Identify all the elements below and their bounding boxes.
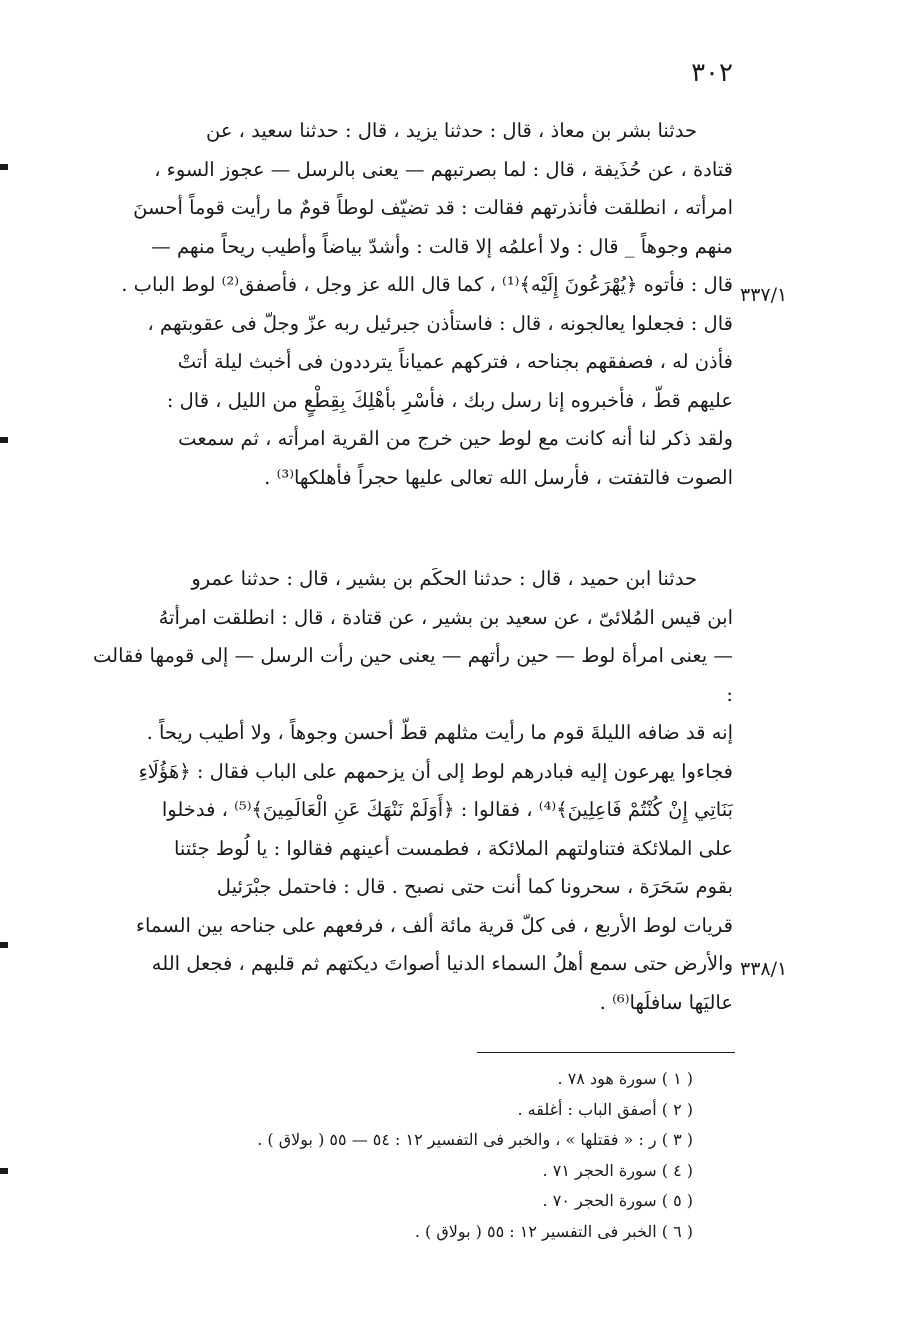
text-line: والأرض حتى سمع أهلُ السماء الدنيا أصواتَ ديكتهم ثم قلبهم ، فجعل الله [151, 952, 733, 975]
text-line: قتادة ، عن حُذَيفة ، قال : لما بصرتبهم — يعنى بالرسل — عجوز السوء ، [154, 157, 733, 181]
text-line: — يعنى امرأة لوط — حين رأتهم — يعنى حين رأت الرسل — إلى قومها فقالت : [93, 644, 733, 706]
margin-reference-1: ٣٣٧/١ [740, 284, 788, 306]
text-line: فأذن له ، فصفقهم بجناحه ، فتركهم عمياناً يترددون فى أخبث ليلة أتتْ [177, 350, 733, 373]
text-line: على الملائكة فتناولتهم الملائكة ، فطمست أعينهم فقالوا : يا لُوط جئتنا [173, 836, 733, 860]
edge-mark [0, 942, 8, 948]
page-number: ٣٠٢ [691, 58, 733, 88]
text-line: ولقد ذكر لنا أنه كانت مع لوط حين خرج من القرية امرأته ، ثم سمعت [178, 427, 733, 450]
text-line: عليهم قطّ ، فأخبروه إنا رسل ربك ، فأسْرِ بأهْلِكَ بِقِطْعٍ من الليل ، قال : [166, 388, 733, 412]
text-line: بَنَاتِي إِنْ كُنْتُمْ فَاعِلِينَ﴾⁽⁴⁾ ، فقالوا : ﴿أَوَلَمْ نَنْهَكَ عَنِ الْعَالَمِينَ﴾⁽⁵⁾ ، فدخلوا [161, 798, 733, 821]
footnote-5: ( ٥ ) سورة الحجر ٧٠ . [542, 1191, 693, 1210]
text-line: عاليَها سافلَها⁽⁶⁾ . [599, 990, 733, 1014]
margin-reference-2: ٣٣٨/١ [740, 958, 788, 980]
text-line: إنه قد ضافه الليلةَ قوم ما رأيت مثلهم قطّ أحسن وجوهاً ، ولا أطيب ريحاً . [146, 721, 733, 744]
footnote-6: ( ٦ ) الخبر فى التفسير ١٢ : ٥٥ ( بولاق ) . [414, 1221, 693, 1241]
edge-mark [0, 164, 8, 170]
edge-mark [0, 1168, 8, 1174]
text-line: قال : فأتوه ﴿يُهْرَعُونَ إِلَيْه﴾⁽¹⁾ ، كما قال الله عز وجل ، فأصفق⁽²⁾ لوط الباب . [121, 273, 733, 296]
footnote-4: ( ٤ ) سورة الحجر ٧١ . [542, 1160, 693, 1180]
footnote-separator [477, 1052, 735, 1053]
footnote-2: ( ٢ ) أصفق الباب : أغلقه . [517, 1099, 693, 1119]
text-line: قريات لوط الأربع ، فى كلّ قرية مائة ألف ، فرفعهم على جناحه بين السماء [135, 913, 733, 937]
footnotes [133, 1064, 693, 1247]
text-line: حدثنا ابن حميد ، قال : حدثنا الحكَم بن بشير ، قال : حدثنا عمرو [191, 567, 697, 590]
footnote-1: ( ١ ) سورة هود ٧٨ . [557, 1069, 693, 1088]
text-line: امرأته ، انطلقت فأنذرتهم فقالت : قد تضيّف لوطاً قومٌ ما رأيت قوماً أحسنَ [133, 196, 733, 219]
text-line: منهم وجوهاً _ قال : ولا أعلمُه إلا قالت : وأشدّ بياضاً وأطيب ريحاً منهم — [151, 234, 733, 258]
text-line: قال : فجعلوا يعالجونه ، قال : فاستأذن جبرئيل ربه عزّ وجلّ فى عقوبتهم ، [147, 311, 733, 335]
text-line: الصوت فالتفتت ، فأرسل الله تعالى عليها حجراً فأهلكها⁽³⁾ . [264, 465, 733, 489]
footnote-3: ( ٣ ) ر : « فقتلها » ، والخبر فى التفسير ١٢ : ٥٤ — ٥٥ ( بولاق ) . [257, 1130, 693, 1149]
text-line: فجاءوا يهرعون إليه فبادرهم لوط إلى أن يزحمهم على الباب فقال : ﴿هَؤُلَاءِ [138, 759, 733, 783]
text-line: حدثنا بشر بن معاذ ، قال : حدثنا يزيد ، قال : حدثنا سعيد ، عن [205, 119, 697, 142]
edge-mark [0, 437, 8, 443]
text-line: ابن قيس المُلائىّ ، عن سعيد بن بشير ، عن قتادة ، قال : انطلقت امرأتهُ [158, 605, 733, 629]
text-block-narration-2 [93, 560, 733, 1022]
text-block-narration-1 [93, 112, 733, 497]
text-line: بقوم سَحَرَة ، سحرونا كما أنت حتى نصبح . قال : فاحتمل جبْرَئيل [216, 875, 733, 898]
